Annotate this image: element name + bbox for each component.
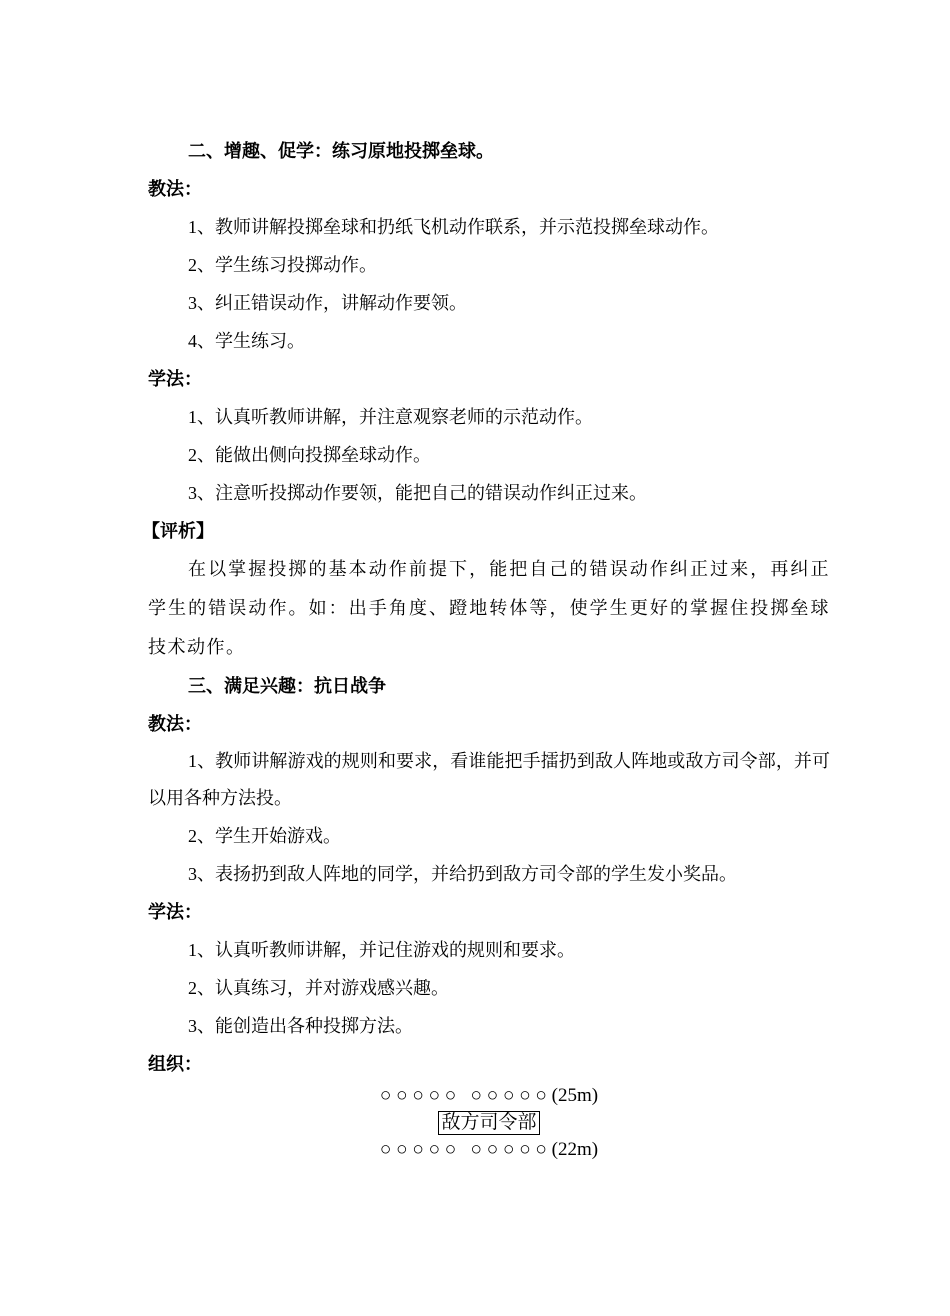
list-item: 2、能做出侧向投掷垒球动作。 — [188, 445, 431, 465]
formation-diagram — [148, 1082, 830, 1163]
list-item: 4、学生练习。 — [188, 331, 305, 351]
list-item: 3、注意听投掷动作要领，能把自己的错误动作纠正过来。 — [188, 483, 647, 503]
list-item: 2、学生开始游戏。 — [188, 826, 341, 846]
list-item: 1、认真听教师讲解，并记住游戏的规则和要求。 — [188, 940, 575, 960]
section3-teach-label: 教法： — [148, 714, 202, 734]
section3-heading: 三、满足兴趣：抗日战争 — [188, 676, 386, 696]
formation-bottom-row: ○ ○ ○ ○ ○ ○ ○ ○ ○ ○ (22m) — [379, 1139, 599, 1160]
list-item: 3、表扬扔到敌人阵地的同学，并给扔到敌方司令部的学生发小奖品。 — [188, 864, 737, 884]
list-item: 3、纠正错误动作，讲解动作要领。 — [188, 293, 467, 313]
section2-learn-label: 学法： — [148, 369, 202, 389]
formation-hq-row — [148, 1109, 830, 1136]
analysis-paragraph: 在以掌握投掷的基本动作前提下，能把自己的错误动作纠正过来，再纠正学生的错误动作。如：出手角度、蹬地转体等，使学生更好的掌握住投掷垒球技术动作。 — [148, 559, 830, 657]
list-item: 3、能创造出各种投掷方法。 — [188, 1016, 413, 1036]
section2-teach-label: 教法： — [148, 179, 202, 199]
list-item: 1、教师讲解游戏的规则和要求，看谁能把手擂扔到敌人阵地或敌方司令部，并可以用各种方法投。 — [148, 751, 830, 808]
list-item: 2、学生练习投掷动作。 — [188, 255, 377, 275]
section3-learn-label: 学法： — [148, 902, 202, 922]
document-page — [142, 132, 830, 1160]
hq-box: 敌方司令部 — [438, 1111, 539, 1135]
list-item: 2、认真练习，并对游戏感兴趣。 — [188, 978, 449, 998]
formation-top-row: ○ ○ ○ ○ ○ ○ ○ ○ ○ ○ (25m) — [379, 1085, 599, 1106]
list-item: 1、认真听教师讲解，并注意观察老师的示范动作。 — [188, 407, 593, 427]
analysis-label: 【评析】 — [142, 521, 214, 541]
section2-heading: 二、增趣、促学：练习原地投掷垒球。 — [188, 141, 494, 161]
list-item: 1、教师讲解投掷垒球和扔纸飞机动作联系，并示范投掷垒球动作。 — [188, 217, 719, 237]
section3-org-label: 组织： — [148, 1054, 202, 1074]
